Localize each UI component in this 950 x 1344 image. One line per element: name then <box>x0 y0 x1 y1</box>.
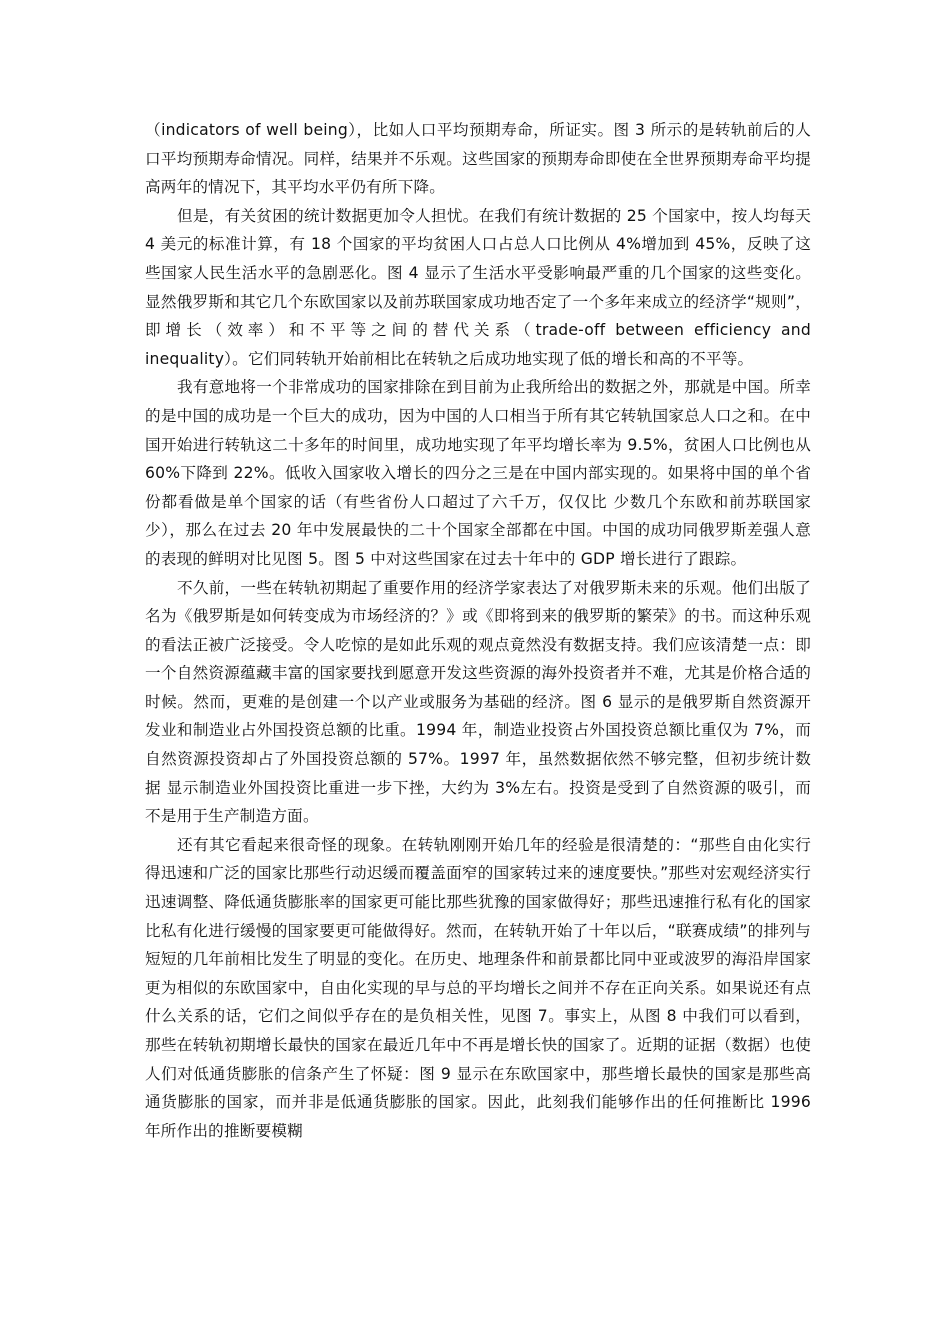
paragraph-1: （indicators of well being），比如人口平均预期寿命，所证实。图 3 所示的是转轨前后的人口平均预期寿命情况。同样，结果并不乐观。这些国家的预期寿命即使在全世界预期寿命平均提高两年的情况下，其平均水平仍有所下降。 <box>145 121 811 197</box>
body-text <box>145 116 811 1145</box>
paragraph-5: 还有其它看起来很奇怪的现象。在转轨刚刚开始几年的经验是很清楚的：“那些自由化实行得迅速和广泛的国家比那些行动迟缓而覆盖面窄的国家转过来的速度要快。”那些对宏观经济实行迅速调整、降低通货膨胀率的国家更可能比那些犹豫的国家做得好；那些迅速推行私有化的国家比私有化进行缓慢的国家要更可能做得好。然而，在转轨开始了十年以后，“联赛成绩”的排列与短短的几年前相比发生了明显的变化。在历史、地理条件和前景都比同中亚或波罗的海沿岸国家更为相似的东欧国家中，自由化实现的早与总的平均增长之间并不存在正向关系。如果说还有点什么关系的话，它们之间似乎存在的是负相关性，见图 7。事实上，从图 8 中我们可以看到，那些在转轨初期增长最快的国家在最近几年中不再是增长快的国家了。近期的证据（数据）也使人们对低通货膨胀的信条产生了怀疑：图 9 显示在东欧国家中，那些增长最快的国家是那些高通货膨胀的国家，而并非是低通货膨胀的国家。因此，此刻我们能够作出的任何推断比 1996 年所作出的推断要模糊 <box>145 835 811 1140</box>
paragraph-2: 但是，有关贫困的统计数据更加令人担忧。在我们有统计数据的 25 个国家中，按人均每天 4 美元的标准计算，有 18 个国家的平均贫困人口占总人口比例从 4%增加到 45%，反映了这些国家人民生活水平的急剧恶化。图 4 显示了生活水平受影响最严重的几个国家的这些变化。显然俄罗斯和其它几个东欧国家以及前苏联国家成功地否定了一个多年来成立的经济学“规则”，即增长（效率）和不平等之间的替代关系（trade-off between efficiency and inequality）。它们同转轨开始前相比在转轨之后成功地实现了低的增长和高的不平等。 <box>145 206 811 368</box>
paragraph-3: 我有意地将一个非常成功的国家排除在到目前为止我所给出的数据之外，那就是中国。所幸的是中国的成功是一个巨大的成功，因为中国的人口相当于所有其它转轨国家总人口之和。在中国开始进行转轨这二十多年的时间里，成功地实现了年平均增长率为 9.5%，贫困人口比例也从 60%下降到 22%。低收入国家收入增长的四分之三是在中国内部实现的。如果将中国的单个省份都看做是单个国家的话（有些省份人口超过了六千万，仅仅比 少数几个东欧和前苏联国家少），那么在过去 20 年中发展最快的二十个国家全部都在中国。中国的成功同俄罗斯差强人意的表现的鲜明对比见图 5。图 5 中对这些国家在过去十年中的 GDP 增长进行了跟踪。 <box>145 378 811 568</box>
paragraph-4: 不久前，一些在转轨初期起了重要作用的经济学家表达了对俄罗斯未来的乐观。他们出版了名为《俄罗斯是如何转变成为市场经济的？》或《即将到来的俄罗斯的繁荣》的书。而这种乐观的看法正被广泛接受。令人吃惊的是如此乐观的观点竟然没有数据支持。我们应该清楚一点：即一个自然资源蕴藏丰富的国家要找到愿意开发这些资源的海外投资者并不难，尤其是价格合适的时候。然而，更难的是创建一个以产业或服务为基础的经济。图 6 显示的是俄罗斯自然资源开发业和制造业占外国投资总额的比重。1994 年，制造业投资占外国投资总额比重仅为 7%，而自然资源投资却占了外国投资总额的 57%。1997 年，虽然数据依然不够完整，但初步统计数据 显示制造业外国投资比重进一步下挫，大约为 3%左右。投资是受到了自然资源的吸引，而不是用于生产制造方面。 <box>145 578 811 826</box>
